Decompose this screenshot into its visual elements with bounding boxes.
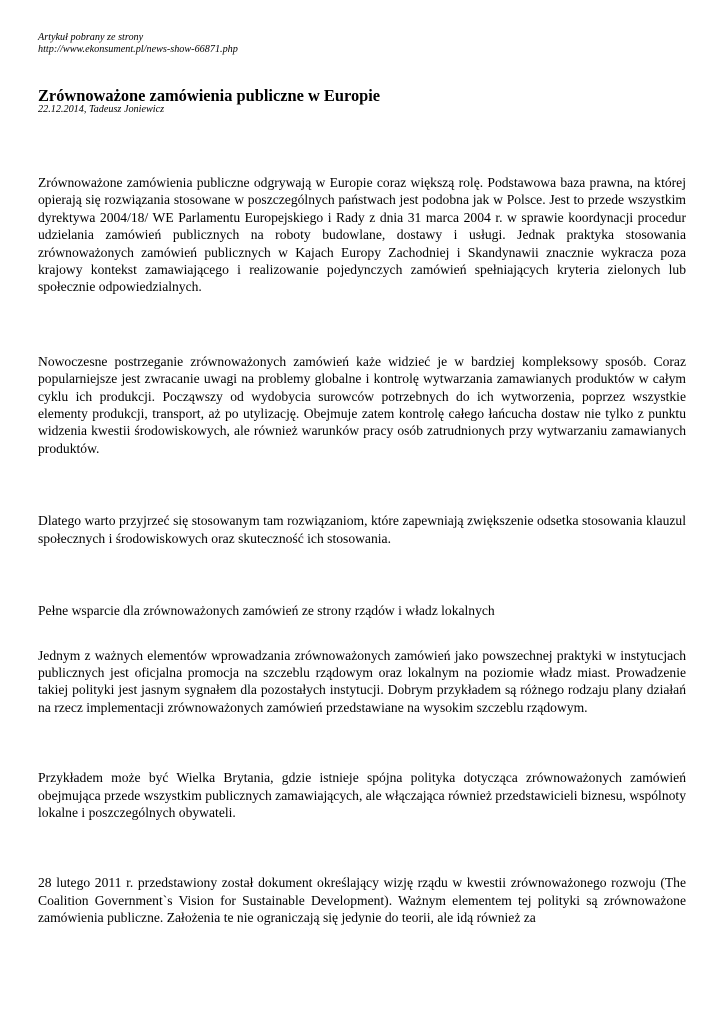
source-header [38, 32, 686, 56]
source-url: http://www.ekonsument.pl/news-show-66871.php [38, 44, 238, 55]
paragraph-promotion: Jednym z ważnych elementów wprowadzania zrównoważonych zamówień jako powszechnej praktyki w instytucjach publicznych jest oficjalna promocja na szczeblu rządowym oraz lokalnym na poziomie władz miast. Prowadzenie takiej polityki jest jasnym sygnałem dla pozostałych instytucji. Dobrym przykładem są różnego rodzaju plany działań na rzecz implementacji zrównoważonych zamówień przedstawiane na wysokim szczeblu rządowym. [38, 647, 686, 715]
section-heading: Pełne wsparcie dla zrównoważonych zamówień ze strony rządów i władz lokalnych [38, 603, 495, 619]
paragraph-uk-example: Przykładem może być Wielka Brytania, gdzie istnieje spójna polityka dotycząca zrównoważonych zamówień obejmująca przede wszystkim publicznych zamawiających, ale włączająca również przedstawicieli biznesu, wspólnoty lokalne i poszczególnych obywateli. [38, 770, 686, 820]
document-page [38, 32, 686, 927]
paragraph-intro: Zrównoważone zamówienia publiczne odgrywają w Europie coraz większą rolę. Podstawowa baza prawna, na której opierają się rozwiązania stosowane w poszczególnych państwach jest podobna jak w Polsce. Jest to przede wszystkim dyrektywa 2004/18/ WE Parlamentu Europejskiego i Rady z dnia 31 marca 2004 r. w sprawie koordynacji procedur udzielania zamówień publicznych na roboty budowlane, dostawy i usługi. Jednak praktyka stosowania zrównoważonych zamówień publicznych w Kajach Europy Zachodniej i Skandynawii znacznie wykracza poza krajowy kontekst zamawiającego i realizowanie pojedynczych zamówień spełniających kryteria zielonych lub społecznie odpowiedzialnych. [38, 175, 686, 295]
article-meta: 22.12.2014, Tadeusz Joniewicz [38, 104, 165, 115]
paragraph-vision-document: 28 lutego 2011 r. przedstawiony został dokument określający wizję rządu w kwestii zrównoważonego rozwoju (The Coalition Government`s Vision for Sustainable Development). Ważnym elementem tej polityki są zrównoważone zamówienia publiczne. Założenia te nie ograniczają się jedynie do teorii, ale idą również za [38, 875, 686, 926]
source-label: Artykuł pobrany ze strony [38, 32, 144, 43]
paragraph-modern-perception: Nowoczesne postrzeganie zrównoważonych zamówień każe widzieć je w bardziej kompleksowy sposób. Coraz popularniejsze jest zwracanie uwagi na problemy globalne i kontrolę wytwarzania zamawianych produktów w całym cyklu ich produkcji. Począwszy od wydobycia surowców potrzebnych do ich wytworzenia, poprzez wszystkie elementy produkcji, transport, aż po utylizację. Obejmuje zatem kontrolę całego łańcucha dostaw nie tylko z punktu widzenia kwestii środowiskowych, ale również warunków pracy osób zatrudnionych przy wytwarzaniu zamawianych produktów. [38, 353, 686, 456]
paragraph-solutions: Dlatego warto przyjrzeć się stosowanym tam rozwiązaniom, które zapewniają zwiększenie odsetka stosowania klauzul społecznych i środowiskowych oraz skuteczność ich stosowania. [38, 513, 686, 546]
article-title: Zrównoważone zamówienia publiczne w Europie [38, 86, 381, 105]
